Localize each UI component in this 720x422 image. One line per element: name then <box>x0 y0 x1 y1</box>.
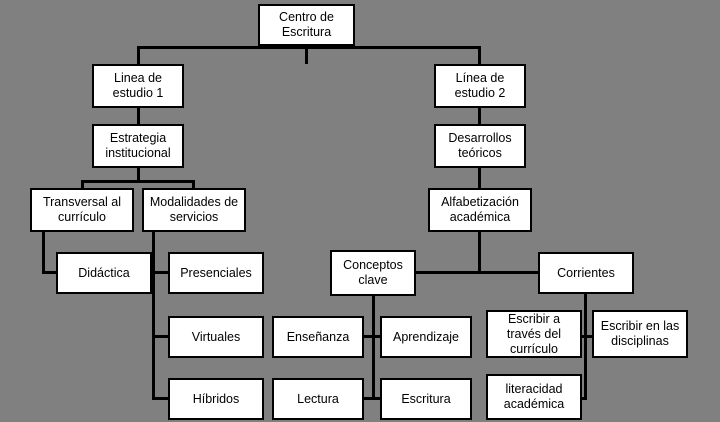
node-label-desarrollos: Desarrollos teóricos <box>448 131 512 160</box>
node-label-escribir_curr: Escribir a través del currículo <box>506 311 562 356</box>
connector-linea2-drop <box>478 46 481 66</box>
node-ensenanza[interactable] <box>272 316 364 358</box>
node-label-ensenanza: Enseñanza <box>286 329 350 344</box>
node-label-presenciales: Presenciales <box>180 265 252 280</box>
node-alfabetizacion[interactable] <box>428 188 532 232</box>
node-escribir_disc[interactable] <box>592 310 688 358</box>
node-label-didactica: Didáctica <box>78 265 130 280</box>
node-label-estrategia: Estrategia institucional <box>105 131 171 160</box>
node-conceptos[interactable] <box>330 250 416 296</box>
connector-conceptos-down <box>372 296 375 398</box>
node-escribir_curr[interactable] <box>486 310 582 358</box>
connector-corrientes-down <box>584 294 587 398</box>
node-escritura[interactable] <box>380 378 472 420</box>
node-hibridos[interactable] <box>168 378 264 420</box>
connector-transv-down <box>42 232 45 274</box>
node-virtuales[interactable] <box>168 316 264 358</box>
node-estrategia[interactable] <box>92 124 184 168</box>
node-corrientes[interactable] <box>538 252 634 294</box>
connector-desarr-alfab <box>478 168 481 190</box>
connector-centro-bus <box>137 46 481 49</box>
node-label-virtuales: Virtuales <box>191 329 241 344</box>
node-label-linea1: Linea de estudio 1 <box>112 71 164 100</box>
node-label-escritura: Escritura <box>401 391 451 406</box>
node-label-conceptos: Conceptos clave <box>343 258 403 287</box>
node-label-transversal: Transversal al currículo <box>42 195 122 224</box>
node-transversal[interactable] <box>30 188 134 232</box>
connector-estrategia-bus <box>81 180 195 183</box>
node-literacidad[interactable] <box>486 374 582 420</box>
node-aprendizaje[interactable] <box>380 316 472 358</box>
node-linea2[interactable] <box>434 64 526 108</box>
connector-alfab-stem <box>478 232 481 272</box>
node-label-lectura: Lectura <box>297 391 339 406</box>
connector-modal-down <box>152 232 155 400</box>
node-label-hibridos: Híbridos <box>192 391 240 406</box>
node-label-centro: Centro de Escritura <box>279 10 334 39</box>
node-label-linea2: Línea de estudio 2 <box>454 71 506 100</box>
connector-linea1-drop <box>137 46 140 66</box>
node-label-corrientes: Corrientes <box>557 265 615 280</box>
connector-estrategia-stem <box>137 168 140 180</box>
node-presenciales[interactable] <box>168 252 264 294</box>
node-label-modalidades: Modalidades de servicios <box>149 195 239 224</box>
node-lectura[interactable] <box>272 378 364 420</box>
node-modalidades[interactable] <box>142 188 246 232</box>
node-desarrollos[interactable] <box>434 124 526 168</box>
node-linea1[interactable] <box>92 64 184 108</box>
node-label-literacidad: literacidad académica <box>503 382 565 411</box>
node-didactica[interactable] <box>56 252 152 294</box>
node-centro[interactable] <box>258 4 355 46</box>
node-label-aprendizaje: Aprendizaje <box>392 329 459 344</box>
node-label-alfabetizacion: Alfabetización académica <box>441 195 519 224</box>
node-label-escribir_disc: Escribir en las disciplinas <box>600 319 680 348</box>
